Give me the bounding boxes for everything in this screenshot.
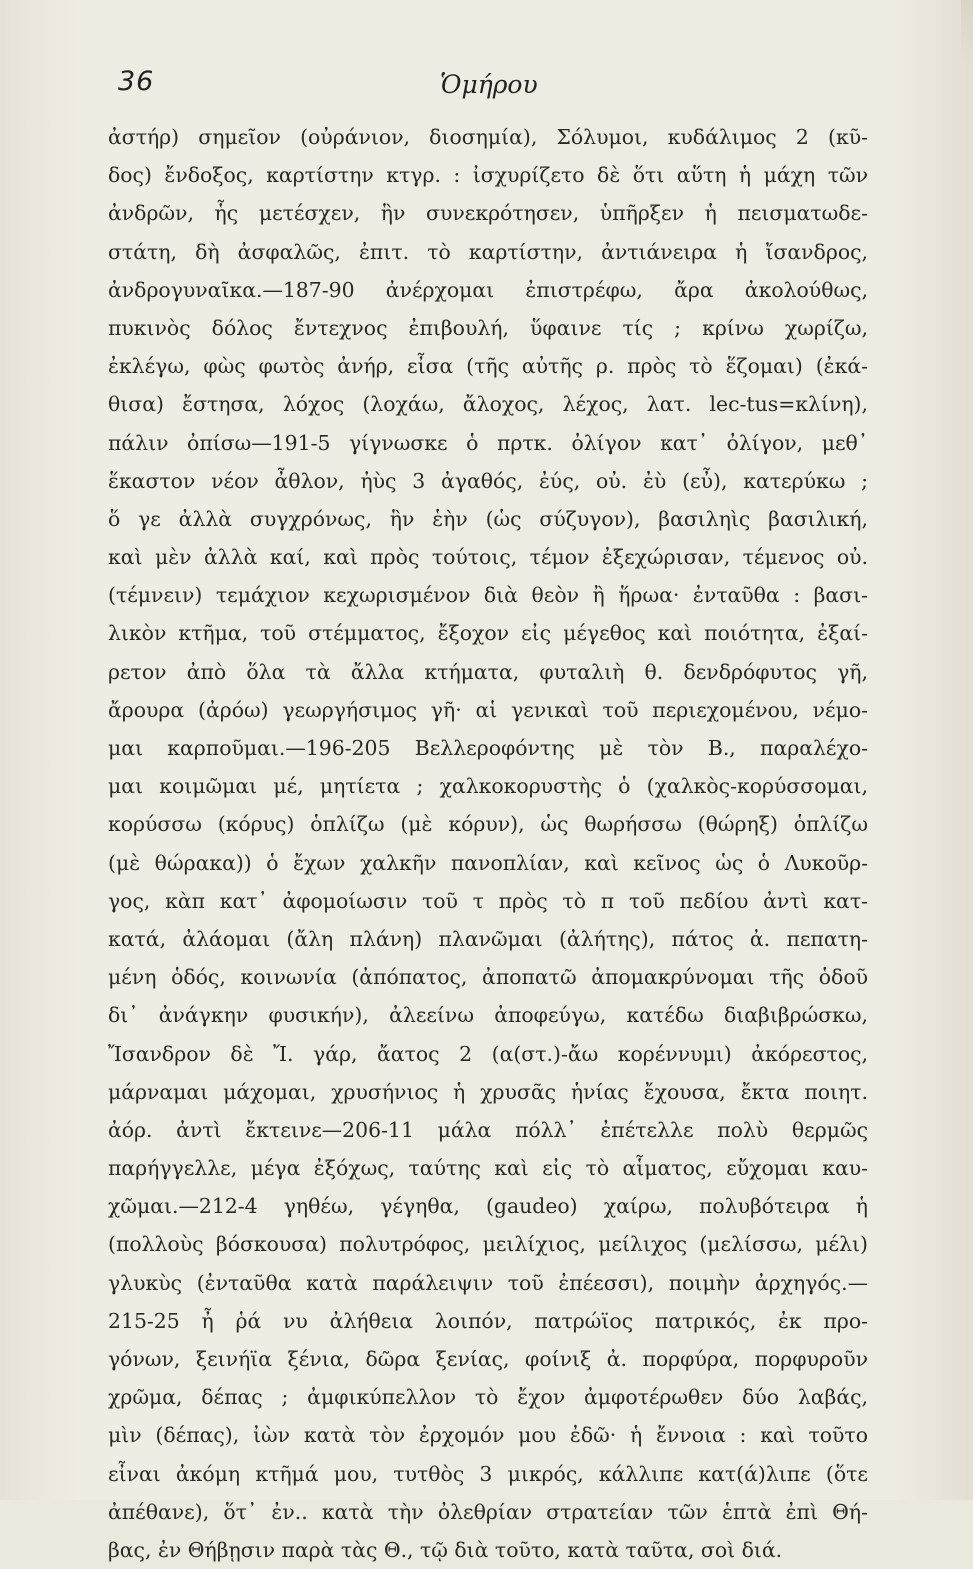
text-line: μαι κοιμῶμαι μέ, μητίετα ; χαλκοκορυστὴς ὁ (χαλκὸς-κορύσσομαι,: [108, 774, 868, 799]
text-line: ἀστήρ) σημεῖον (οὐράνιον, διοσημία), Σόλυμοι, κυδάλιμος 2 (κῦ-: [108, 125, 868, 149]
text-line: στάτη, δὴ ἀσφαλῶς, ἐπιτ. τὸ καρτίστην, ἀντιάνειρα ἡ ἴσανδρος,: [108, 239, 868, 264]
page-edge-shadow: [961, 0, 973, 60]
text-line: (τέμνειν) τεμάχιον κεχωρισμένον διὰ θεὸν ἢ ἥρωα· ἐνταῦθα : βασι-: [108, 583, 868, 608]
commentary-text: [108, 118, 868, 1569]
text-line: ἀνδρογυναῖκα.—187-90 ἀνέρχομαι ἐπιστρέφω, ἄρα ἀκολούθως,: [108, 277, 868, 302]
text-line: δι᾽ ἀνάγκην φυσικήν), ἀλεείνω ἀποφεύγω, κατέδω διαβιβρώσκω,: [108, 1003, 868, 1028]
text-line: γος, κὰπ κατ᾽ ἀφομοίωσιν τοῦ τ πρὸς τὸ π τοῦ πεδίου ἀντὶ κατ-: [108, 888, 868, 913]
text-line: λικὸν κτῆμα, τοῦ στέμματος, ἔξοχον εἰς μέγεθος καὶ ποιότητα, ἐξαί-: [108, 621, 868, 646]
text-line: κατά, ἀλάομαι (ἄλη πλάνη) πλανῶμαι (ἀλήτης), πάτος ἀ. πεπατη-: [108, 926, 868, 951]
text-line: εἶναι ἀκόμη κτῆμά μου, τυτθὸς 3 μικρός, κάλλιπε κατ(ά)λιπε (ὅτε: [108, 1461, 868, 1486]
text-line: βας, ἐν Θήβῃσιν παρὰ τὰς Θ., τῷ διὰ τοῦτο, κατὰ ταῦτα, σοὶ διά.: [108, 1537, 783, 1562]
text-line: ἀπέθανε), ὅτ᾽ ἐν.. κατὰ τὴν ὀλεθρίαν στρατείαν τῶν ἑπτὰ ἐπὶ Θή-: [108, 1499, 868, 1524]
text-line: δος) ἔνδοξος, καρτίστην κτγρ. : ἰσχυρίζετο δὲ ὅτι αὕτη ἡ μάχη τῶν: [108, 163, 868, 188]
text-line: ρετον ἀπὸ ὅλα τὰ ἄλλα κτήματα, φυταλιὴ θ. δενδρόφυτος γῆ,: [108, 659, 868, 684]
text-line: γόνων, ξεινήϊα ξένια, δῶρα ξενίας, φοίνιξ ἀ. πορφύρα, πορφυροῦν: [108, 1347, 868, 1371]
page-number: 36: [118, 66, 155, 97]
text-line: (πολλοὺς βόσκουσα) πολυτρόφος, μειλίχιος, μείλιχος (μελίσσω, μέλι): [108, 1232, 868, 1257]
text-line: ἀνδρῶν, ἧς μετέσχεν, ἣν συνεκρότησεν, ὑπῆρξεν ἡ πεισματωδε-: [108, 201, 868, 226]
text-line: πάλιν ὀπίσω—191-5 γίγνωσκε ὁ πρτκ. ὀλίγον κατ᾽ ὀλίγον, μεθ᾽: [108, 430, 868, 455]
text-line: ἕκαστον νέον ἆθλον, ἠὺς 3 ἀγαθός, ἐύς, οὐ. ἐὺ (εὖ), κατερύκω ;: [108, 468, 868, 493]
text-line: 215-25 ἦ ῥά νυ ἀλήθεια λοιπόν, πατρώϊος πατρικός, ἐκ προ-: [108, 1308, 868, 1333]
text-line: ἐκλέγω, φὼς φωτὸς ἀνήρ, εἶσα (τῆς αὐτῆς ρ. πρὸς τὸ ἕζομαι) (ἐκά-: [108, 354, 868, 379]
text-line: ἄρουρα (ἀρόω) γεωργήσιμος γῆ· αἱ γενικαὶ τοῦ περιεχομένου, νέμο-: [108, 697, 868, 722]
text-line: (μὲ θώρακα)) ὁ ἔχων χαλκῆν πανοπλίαν, καὶ κεῖνος ὡς ὁ Λυκοῦρ-: [108, 850, 868, 875]
running-title: Ὁμήρου: [440, 70, 538, 99]
text-line: μάρναμαι μάχομαι, χρυσήνιος ἡ χρυσᾶς ἡνίας ἔχουσα, ἔκτα ποιητ.: [108, 1079, 868, 1104]
text-line: μένη ὁδός, κοινωνία (ἀπόπατος, ἀποπατῶ ἀπομακρύνομαι τῆς ὁδοῦ: [108, 965, 868, 990]
text-line: κορύσσω (κόρυς) ὁπλίζω (μὲ κόρυν), ὡς θωρήσσω (θώρηξ) ὁπλίζω: [108, 812, 868, 837]
text-line: ὅ γε ἀλλὰ συγχρόνως, ἣν ἑὴν (ὡς σύζυγον), βασιληὶς βασιλική,: [108, 506, 868, 531]
text-line: θισα) ἔστησα, λόχος (λοχάω, ἄλοχος, λέχος, λατ. lec-tus=κλίνη),: [108, 392, 868, 417]
text-line: ἀόρ. ἀντὶ ἔκτεινε—206-11 μάλα πόλλ᾽ ἐπέτελλε πολὺ θερμῶς: [108, 1117, 868, 1142]
text-line: καὶ μὲν ἀλλὰ καί, καὶ πρὸς τούτοις, τέμον ἐξεχώρισαν, τέμενος οὐ.: [108, 545, 868, 570]
text-line: πυκινὸς δόλος ἔντεχνος ἐπιβουλή, ὕφαινε τίς ; κρίνω χωρίζω,: [108, 315, 868, 340]
text-line: Ἴσανδρον δὲ Ἴ. γάρ, ἄατος 2 (α(στ.)-ἄω κορέννυμι) ἀκόρεστος,: [108, 1041, 868, 1066]
text-line: γλυκὺς (ἐνταῦθα κατὰ παράλειψιν τοῦ ἐπέεσσι), ποιμὴν ἀρχηγός.—: [108, 1270, 868, 1295]
text-line: χῶμαι.—212-4 γηθέω, γέγηθα, (gaudeo) χαίρω, πολυβότειρα ἡ: [108, 1194, 868, 1219]
text-line: χρῶμα, δέπας ; ἀμφικύπελλον τὸ ἔχον ἀμφοτέρωθεν δύο λαβάς,: [108, 1385, 868, 1410]
text-line: παρήγγελλε, μέγα ἐξόχως, ταύτης καὶ εἰς τὸ αἷματος, εὔχομαι καυ-: [108, 1156, 868, 1181]
text-line: μαι καρποῦμαι.—196-205 Βελλεροφόντης μὲ τὸν Β., παραλέχο-: [108, 736, 868, 760]
text-line: μὶν (δέπας), ἰὼν κατὰ τὸν ἐρχομόν μου ἐδῶ· ἡ ἔννοια : καὶ τοῦτο: [108, 1423, 868, 1448]
